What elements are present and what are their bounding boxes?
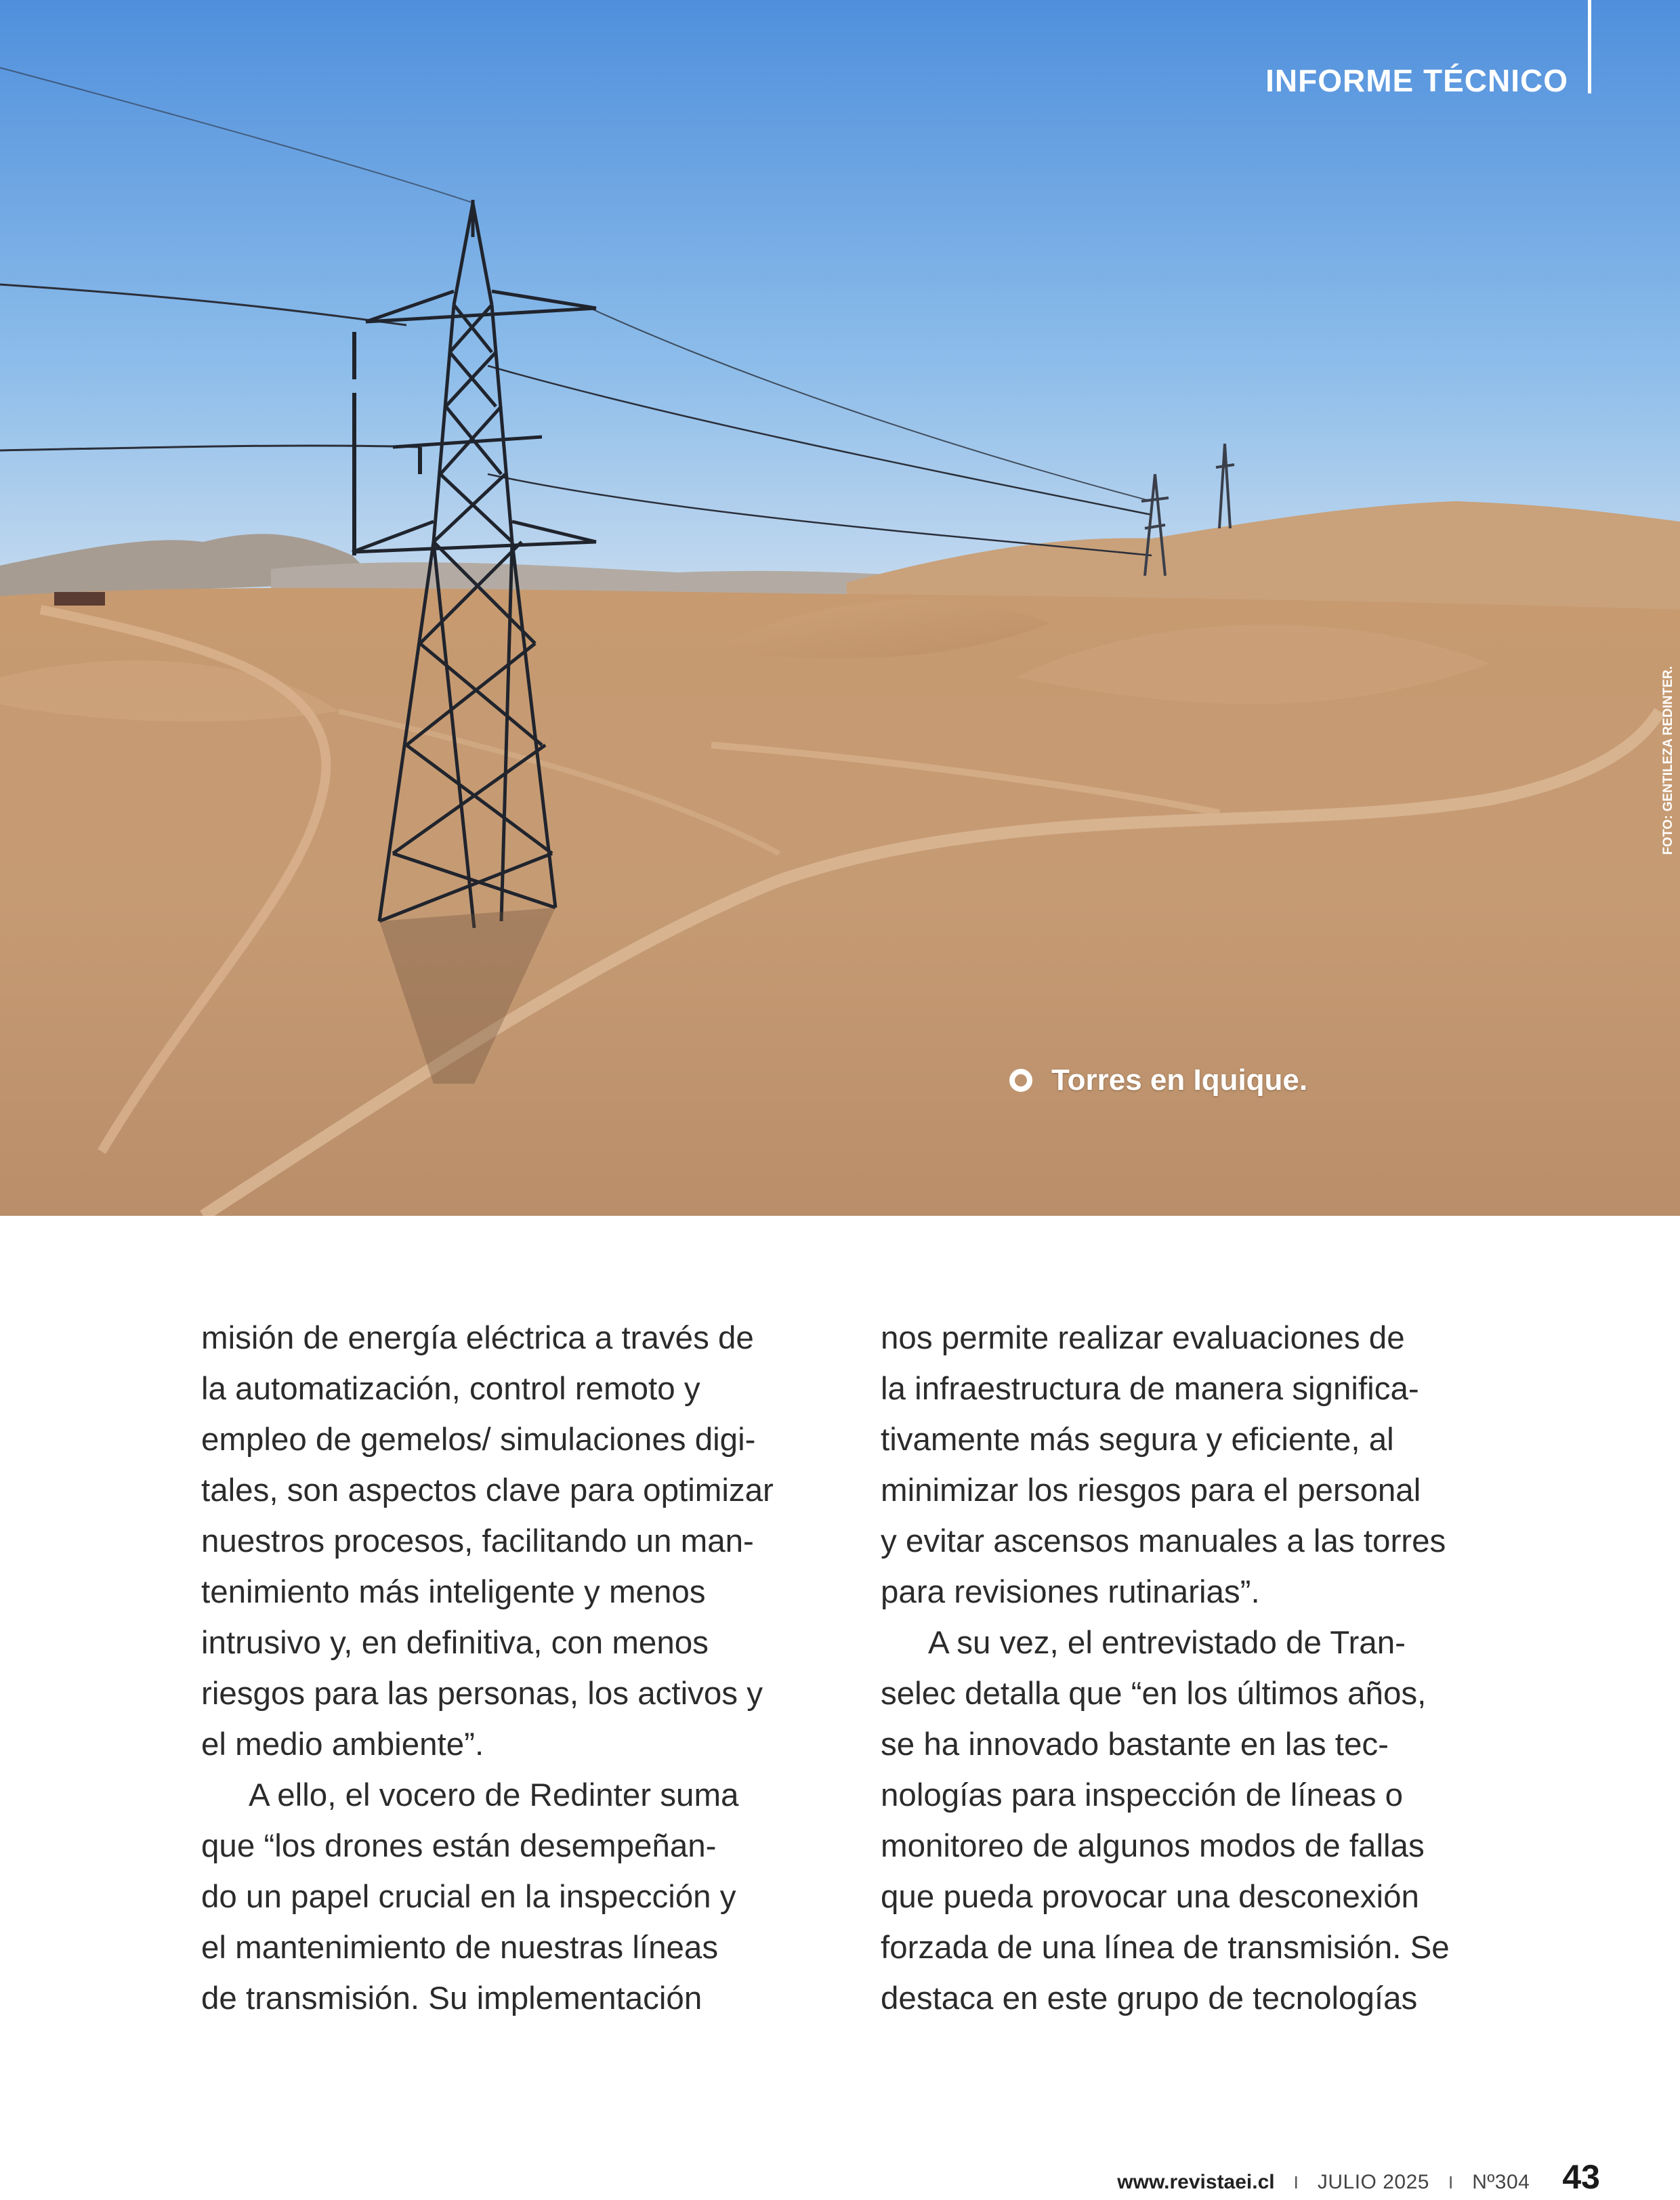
article-text-line: A su vez, el entrevistado de Tran- [928, 1625, 1406, 1661]
article-text-line: nos permite realizar evaluaciones de [881, 1320, 1405, 1356]
page-footer [1117, 2157, 1600, 2197]
footer-issue-number: Nº304 [1472, 2171, 1530, 2193]
section-header-rule [1588, 0, 1591, 93]
article-text-line: de transmisión. Su implementación [201, 1981, 702, 2016]
article-text-line: que “los drones están desempeñan- [201, 1828, 717, 1864]
article-text-line: minimizar los riesgos para el personal [881, 1473, 1421, 1508]
article-text-line: intrusivo y, en definitiva, con menos [201, 1625, 709, 1661]
article-text-line: misión de energía eléctrica a través de [201, 1320, 754, 1356]
article-text-line: A ello, el vocero de Redinter suma [249, 1777, 739, 1813]
article-column-right [881, 1313, 1521, 2024]
footer-website: www.revistaei.cl [1117, 2171, 1275, 2193]
article-text-line: nuestros procesos, facilitando un man- [201, 1523, 754, 1559]
page-number: 43 [1562, 2158, 1600, 2196]
article-text-line: forzada de una línea de transmisión. Se [881, 1930, 1450, 1966]
article-text-line: monitoreo de algunos modos de fallas [881, 1828, 1425, 1864]
article-text-line: y evitar ascensos manuales a las torres [881, 1523, 1446, 1559]
article-text-line: para revisiones rutinarias”. [881, 1574, 1260, 1610]
article-text-line: destaca en este grupo de tecnologías [881, 1981, 1418, 2016]
article-text-line: selec detalla que “en los últimos años, [881, 1676, 1427, 1712]
caption-bullet-icon [1009, 1069, 1032, 1092]
article-column-left [201, 1313, 841, 2024]
footer-separator: I [1293, 2172, 1299, 2193]
photo-caption-text: Torres en Iquique. [1051, 1063, 1308, 1097]
article-text-line: se ha innovado bastante en las tec- [881, 1727, 1389, 1762]
article-text-line: el mantenimiento de nuestras líneas [201, 1930, 719, 1966]
article-text-line: tales, son aspectos clave para optimizar [201, 1473, 774, 1508]
article-text-line: que pueda provocar una desconexión [881, 1879, 1419, 1915]
article-text-line: tivamente más segura y eficiente, al [881, 1422, 1394, 1458]
section-title: INFORME TÉCNICO [1265, 63, 1568, 98]
photo-credit: FOTO: GENTILEZA REDINTER. [1661, 666, 1675, 855]
footer-issue-date: JULIO 2025 [1317, 2171, 1429, 2193]
article-text-line: tenimiento más inteligente y menos [201, 1574, 706, 1610]
photo-caption [1009, 1063, 1307, 1097]
article-text-line: la infraestructura de manera significa- [881, 1371, 1419, 1407]
article-text-line: nologías para inspección de líneas o [881, 1777, 1404, 1813]
footer-separator: I [1448, 2172, 1454, 2193]
article-text-line: empleo de gemelos/ simulaciones digi- [201, 1422, 756, 1458]
article-text-line: riesgos para las personas, los activos y [201, 1676, 763, 1712]
article-text-line: do un papel crucial en la inspección y [201, 1879, 736, 1915]
article-text-line: el medio ambiente”. [201, 1727, 484, 1762]
article-text-line: la automatización, control remoto y [201, 1371, 700, 1407]
